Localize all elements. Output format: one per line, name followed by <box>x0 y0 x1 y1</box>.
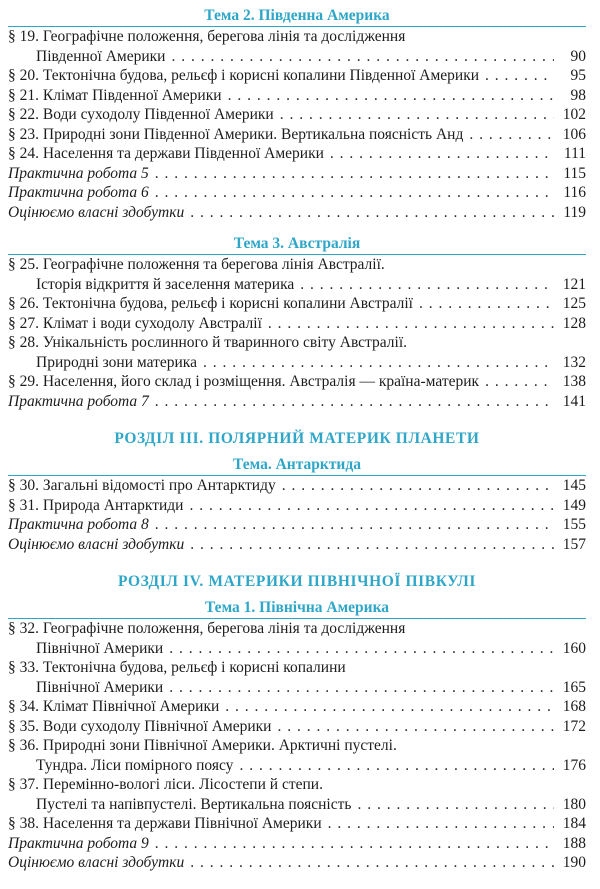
toc-entry[interactable] <box>8 294 586 314</box>
dot-leader <box>239 756 554 776</box>
toc-entry-title: Історія відкриття й заселення материка <box>36 275 295 293</box>
section-title-polar-continent: РОЗДІЛ ІІІ. ПОЛЯРНИЙ МАТЕРИК ПЛАНЕТИ <box>114 430 480 447</box>
toc-list-australia <box>8 254 586 411</box>
toc-entry-page-number: 180 <box>562 795 586 813</box>
toc-entry-title: Практична робота 8 <box>8 516 149 533</box>
toc-entry-line <box>8 183 586 203</box>
toc-entry-title: Практична робота 5 <box>8 164 149 182</box>
toc-entry-page-number: 111 <box>563 145 586 162</box>
dot-leader <box>171 47 554 67</box>
toc-entry-line <box>8 496 586 516</box>
toc-entry-line <box>8 658 586 678</box>
toc-entry-page-number: 102 <box>562 106 586 123</box>
dot-leader <box>203 353 554 373</box>
toc-entry-title: § 29. Населення, його склад і розміщення. Австралія — країна-материк <box>8 373 480 390</box>
toc-entry-page-number: 168 <box>562 698 586 715</box>
toc-entry-title: § 30. Загальні відомості про Антарктиду <box>8 477 276 494</box>
toc-entry[interactable] <box>8 658 586 697</box>
toc-entry-title: § 22. Води суходолу Південної Америки <box>8 106 274 123</box>
toc-entry-page-number: 149 <box>562 496 586 514</box>
toc-entry-line <box>8 86 586 106</box>
dot-leader <box>419 294 554 314</box>
toc-entry[interactable] <box>8 496 586 516</box>
toc-entry-title: § 36. Природні зони Північної Америки. Арктичні пустелі. <box>8 737 397 754</box>
toc-entry-page-number: 165 <box>562 678 586 696</box>
toc-entry-line <box>8 66 586 86</box>
toc-entry-line <box>8 775 586 795</box>
toc-entry-line <box>8 27 586 47</box>
toc-entry-page-number: 184 <box>562 815 586 832</box>
toc-entry[interactable] <box>8 105 586 125</box>
toc-entry-title: § 25. Географічне положення та берегова лінія Австралії. <box>8 256 385 273</box>
dot-leader <box>330 144 554 164</box>
toc-entry-line <box>8 717 586 737</box>
toc-entry-page-number: 106 <box>562 125 586 143</box>
toc-entry-page-number: 172 <box>562 717 586 735</box>
toc-entry-title: § 33. Тектонічна будова, рельєф і корисні копалини <box>8 659 346 676</box>
toc-entry-line <box>8 476 586 496</box>
toc-entry[interactable] <box>8 27 586 66</box>
toc-entry[interactable] <box>8 814 586 834</box>
toc-entry[interactable] <box>8 203 586 223</box>
toc-entry-title: § 23. Природні зони Південної Америки. Вертикальна поясність Анд <box>8 125 464 143</box>
toc-entry-title: § 20. Тектонічна будова, рельєф і корисні копалини Південної Америки <box>8 67 480 84</box>
toc-entry-page-number: 160 <box>562 639 586 657</box>
dot-leader <box>190 203 554 223</box>
toc-entry-page-number: 157 <box>562 535 586 553</box>
toc-entry-page-number: 119 <box>563 203 586 221</box>
dot-leader <box>169 639 554 659</box>
toc-entry[interactable] <box>8 125 586 145</box>
toc-entry-title: § 24. Населення та держави Південної Америки <box>8 145 324 162</box>
toc-entry[interactable] <box>8 853 586 873</box>
dot-leader <box>190 535 554 555</box>
dot-leader <box>155 164 554 184</box>
toc-entry-line <box>8 275 586 295</box>
toc-entry-page-number: 116 <box>563 184 586 201</box>
toc-entry-page-number: 155 <box>562 516 586 533</box>
toc-entry-title: § 28. Унікальність рослинного й тваринного світу Австралії. <box>8 334 408 351</box>
toc-entry[interactable] <box>8 372 586 392</box>
toc-entry-line <box>8 515 586 535</box>
toc-entry-title: Тундра. Ліси помірного поясу <box>36 756 234 774</box>
section-title-northern-continents: РОЗДІЛ IV. МАТЕРИКИ ПІВНІЧНОЇ ПІВКУЛІ <box>118 573 476 590</box>
toc-entry-line <box>8 535 586 555</box>
toc-entry-title: § 32. Географічне положення, берегова лінія та дослідження <box>8 620 406 637</box>
toc-entry-page-number: 121 <box>562 275 586 293</box>
toc-entry-line <box>8 314 586 334</box>
toc-entry[interactable] <box>8 86 586 106</box>
toc-entry-title: § 19. Географічне положення, берегова лінія та дослідження <box>8 28 406 45</box>
toc-entry-line <box>8 203 586 223</box>
toc-entry-page-number: 176 <box>562 756 586 774</box>
toc-entry-line <box>8 834 586 854</box>
dot-leader <box>228 86 554 106</box>
toc-entry-title: Природні зони материка <box>36 353 197 371</box>
topic-title-south-america: Тема 2. Південна Америка <box>204 7 390 24</box>
toc-entry-title: Північної Америки <box>36 639 164 657</box>
dot-leader <box>282 476 554 496</box>
dot-leader <box>280 105 554 125</box>
dot-leader <box>155 392 554 412</box>
toc-entry-title: Практична робота 6 <box>8 184 149 201</box>
toc-entry-page-number: 90 <box>570 47 586 65</box>
toc-entry-title: § 21. Клімат Південної Америки <box>8 86 222 104</box>
toc-entry-line <box>8 294 586 314</box>
topic-title-antarctica: Тема. Антарктида <box>233 456 361 473</box>
toc-entry-title: Пустелі та напівпустелі. Вертикальна поясність <box>36 795 352 813</box>
toc-entry[interactable] <box>8 736 586 775</box>
toc-entry-line <box>8 47 586 67</box>
toc-entry-page-number: 125 <box>562 295 586 312</box>
toc-entry-line <box>8 255 586 275</box>
dot-leader <box>300 275 554 295</box>
toc-entry-line <box>8 164 586 184</box>
toc-entry-page-number: 98 <box>570 86 586 104</box>
dot-leader <box>469 125 554 145</box>
toc-entry-line <box>8 392 586 412</box>
toc-entry-line <box>8 333 586 353</box>
toc-entry[interactable] <box>8 314 586 334</box>
topic-title-north-america: Тема 1. Північна Америка <box>204 599 390 616</box>
toc-entry[interactable] <box>8 333 586 372</box>
toc-entry[interactable] <box>8 144 586 164</box>
dot-leader <box>357 795 554 815</box>
toc-entry[interactable] <box>8 515 586 535</box>
toc-entry-line <box>8 736 586 756</box>
toc-entry-page-number: 95 <box>570 67 586 84</box>
toc-entry-page-number: 138 <box>562 373 586 390</box>
dot-leader <box>225 697 554 717</box>
toc-entry-page-number: 141 <box>562 392 586 410</box>
dot-leader <box>155 183 554 203</box>
toc-entry-title: § 31. Природа Антарктиди <box>8 496 184 514</box>
toc-entry[interactable] <box>8 66 586 86</box>
toc-entry-page-number: 132 <box>562 353 586 371</box>
toc-entry-page-number: 145 <box>562 477 586 494</box>
toc-entry[interactable] <box>8 476 586 496</box>
toc-entry-page-number: 115 <box>563 164 586 182</box>
toc-entry-title: § 35. Води суходолу Північної Америки <box>8 717 272 735</box>
dot-leader <box>485 66 554 86</box>
dot-leader <box>328 814 554 834</box>
toc-entry-title: § 26. Тектонічна будова, рельєф і корисні копалини Австралії <box>8 295 413 312</box>
toc-entry[interactable] <box>8 697 586 717</box>
toc-entry-line <box>8 756 586 776</box>
toc-entry-title: § 27. Клімат і води суходолу Австралії <box>8 314 262 332</box>
toc-entry-title: § 34. Клімат Північної Америки <box>8 698 220 715</box>
toc-list-south-america <box>8 26 586 222</box>
toc-entry-title: § 37. Перемінно-вологі ліси. Лісостепи й степи. <box>8 776 323 793</box>
toc-entry-line <box>8 678 586 698</box>
toc-entry-line <box>8 639 586 659</box>
toc-entry-title: Оцінюємо власні здобутки <box>8 535 185 553</box>
topic-title-australia: Тема 3. Австралія <box>233 235 361 252</box>
toc-entry-line <box>8 125 586 145</box>
toc-entry[interactable] <box>8 775 586 814</box>
toc-entry-line <box>8 697 586 717</box>
toc-list-north-america <box>8 618 586 873</box>
toc-entry[interactable] <box>8 619 586 658</box>
toc-entry-line <box>8 105 586 125</box>
toc-entry[interactable] <box>8 535 586 555</box>
toc-entry-page-number: 190 <box>562 854 586 871</box>
toc-entry[interactable] <box>8 255 586 294</box>
dot-leader <box>485 372 554 392</box>
toc-entry-page-number: 188 <box>562 834 586 852</box>
dot-leader <box>169 678 554 698</box>
toc-entry-line <box>8 853 586 873</box>
dot-leader <box>155 834 554 854</box>
toc-entry-page-number: 128 <box>562 314 586 332</box>
dot-leader <box>155 515 554 535</box>
toc-entry-title: § 38. Населення та держави Північної Америки <box>8 815 322 832</box>
toc-entry-line <box>8 353 586 373</box>
dot-leader <box>268 314 554 334</box>
toc-entry-line <box>8 144 586 164</box>
toc-entry[interactable] <box>8 164 586 184</box>
toc-entry-title: Практична робота 7 <box>8 392 149 410</box>
toc-entry-title: Оцінюємо власні здобутки <box>8 854 185 871</box>
dot-leader <box>190 853 554 873</box>
toc-entry-line <box>8 795 586 815</box>
toc-entry-title: Оцінюємо власні здобутки <box>8 203 185 221</box>
toc-entry-title: Практична робота 9 <box>8 834 149 852</box>
toc-entry-line <box>8 814 586 834</box>
toc-entry[interactable] <box>8 717 586 737</box>
toc-entry-title: Південної Америки <box>36 47 166 65</box>
toc-entry[interactable] <box>8 183 586 203</box>
toc-entry-line <box>8 619 586 639</box>
toc-entry-line <box>8 372 586 392</box>
toc-entry[interactable] <box>8 392 586 412</box>
toc-entry-title: Північної Америки <box>36 678 164 696</box>
dot-leader <box>277 717 554 737</box>
toc-list-antarctica <box>8 475 586 554</box>
toc-entry[interactable] <box>8 834 586 854</box>
dot-leader <box>189 496 554 516</box>
